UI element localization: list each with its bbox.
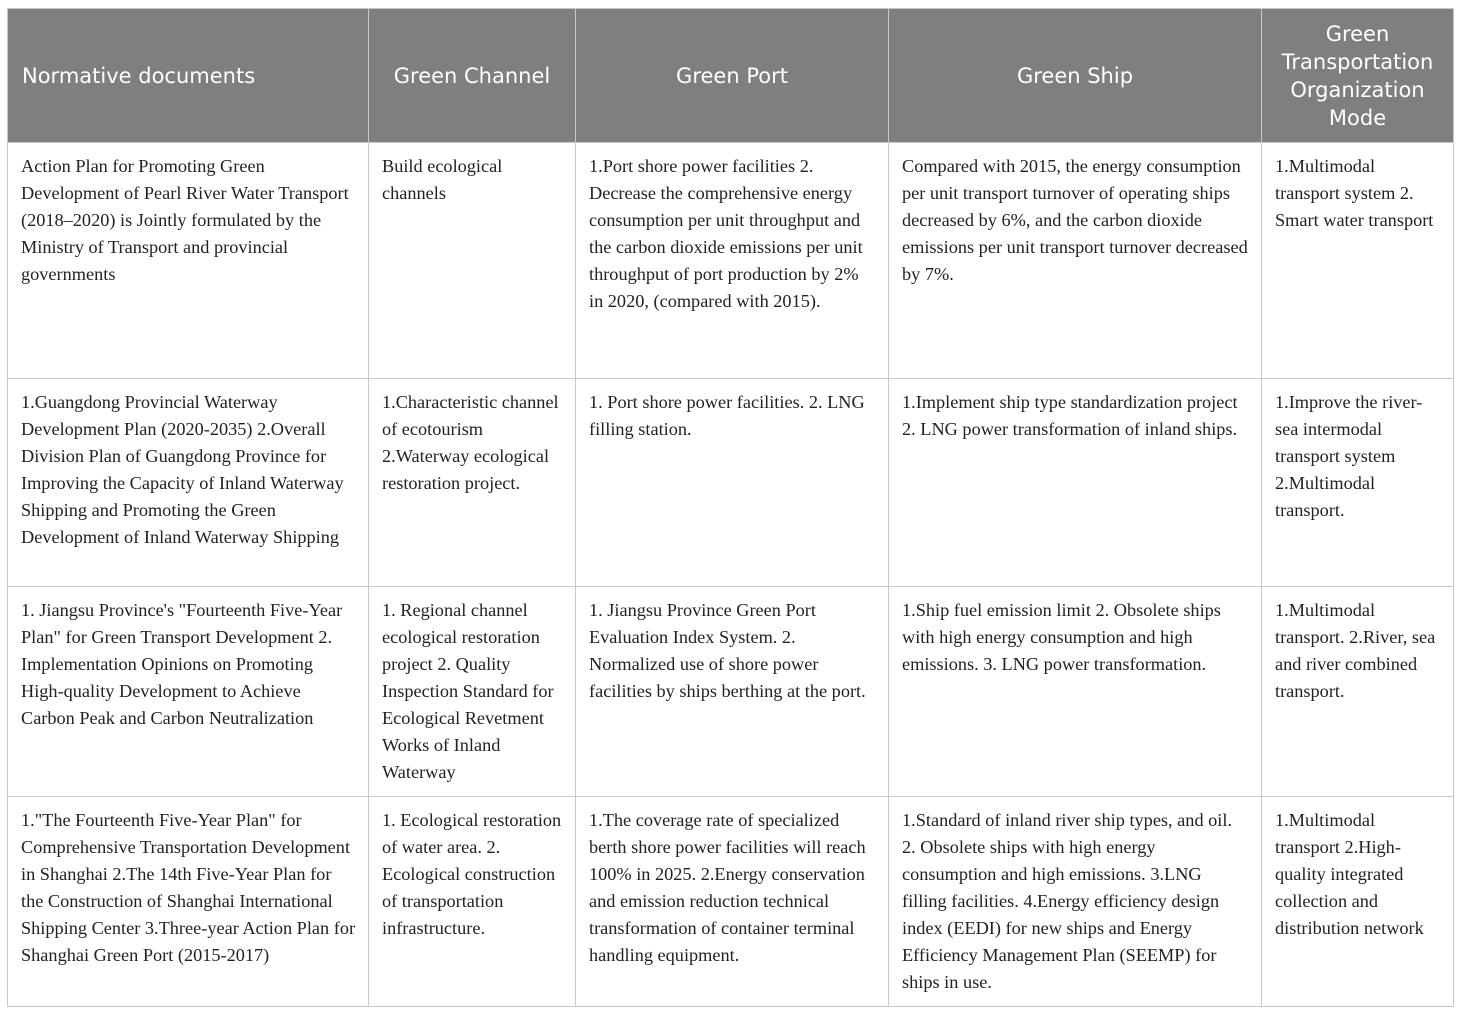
- cell-green-ship: Compared with 2015, the energy consumption per unit transport turnover of operating ships decreased by 6%, and the carbon dioxide emissions per unit transport turnover decreased by 7%.: [889, 143, 1262, 379]
- cell-green-transportation-mode: 1.Multimodal transport. 2.River, sea and river combined transport.: [1262, 587, 1454, 797]
- table-row: [8, 587, 1454, 797]
- cell-normative-documents: 1.Guangdong Provincial Waterway Development Plan (2020-2035) 2.Overall Division Plan of Guangdong Province for Improving the Capacity of Inland Waterway Shipping and Promoting the Green Development of Inland Waterway Shipping: [8, 379, 369, 587]
- cell-green-transportation-mode: 1.Multimodal transport 2.High-quality integrated collection and distribution network: [1262, 797, 1454, 1007]
- cell-normative-documents: Action Plan for Promoting Green Development of Pearl River Water Transport (2018–2020) is Jointly formulated by the Ministry of Transport and provincial governments: [8, 143, 369, 379]
- cell-green-channel: 1. Regional channel ecological restoration project 2. Quality Inspection Standard for Ecological Revetment Works of Inland Waterway: [369, 587, 576, 797]
- header-green-port: Green Port: [576, 9, 889, 143]
- cell-green-transportation-mode: 1.Improve the river-sea intermodal transport system 2.Multimodal transport.: [1262, 379, 1454, 587]
- cell-normative-documents: 1."The Fourteenth Five-Year Plan" for Comprehensive Transportation Development in Shanghai 2.The 14th Five-Year Plan for the Construction of Shanghai International Shipping Center 3.Three-year Action Plan for Shanghai Green Port (2015-2017): [8, 797, 369, 1007]
- cell-green-transportation-mode: 1.Multimodal transport system 2. Smart water transport: [1262, 143, 1454, 379]
- cell-green-port: 1.The coverage rate of specialized berth shore power facilities will reach 100% in 2025. 2.Energy conservation and emission reduction technical transformation of container terminal handling equipment.: [576, 797, 889, 1007]
- cell-green-port: 1. Jiangsu Province Green Port Evaluation Index System. 2. Normalized use of shore power facilities by ships berthing at the port.: [576, 587, 889, 797]
- table-row: [8, 797, 1454, 1007]
- cell-green-ship: 1.Implement ship type standardization project 2. LNG power transformation of inland ships.: [889, 379, 1262, 587]
- cell-green-port: 1. Port shore power facilities. 2. LNG filling station.: [576, 379, 889, 587]
- policy-table: [7, 8, 1454, 1007]
- header-green-transportation-mode: Green Transportation Organization Mode: [1262, 9, 1454, 143]
- cell-green-port: 1.Port shore power facilities 2. Decrease the comprehensive energy consumption per unit throughput and the carbon dioxide emissions per unit throughput of port production by 2% in 2020, (compared with 2015).: [576, 143, 889, 379]
- cell-green-channel: 1. Ecological restoration of water area. 2. Ecological construction of transportation infrastructure.: [369, 797, 576, 1007]
- cell-green-channel: 1.Characteristic channel of ecotourism 2.Waterway ecological restoration project.: [369, 379, 576, 587]
- cell-green-ship: 1.Ship fuel emission limit 2. Obsolete ships with high energy consumption and high emissions. 3. LNG power transformation.: [889, 587, 1262, 797]
- header-normative-documents: Normative documents: [8, 9, 369, 143]
- header-green-channel: Green Channel: [369, 9, 576, 143]
- table-row: [8, 379, 1454, 587]
- cell-normative-documents: 1. Jiangsu Province's "Fourteenth Five-Year Plan" for Green Transport Development 2. Implementation Opinions on Promoting High-quality Development to Achieve Carbon Peak and Carbon Neutralization: [8, 587, 369, 797]
- header-green-ship: Green Ship: [889, 9, 1262, 143]
- cell-green-ship: 1.Standard of inland river ship types, and oil. 2. Obsolete ships with high energy consumption and high emissions. 3.LNG filling facilities. 4.Energy efficiency design index (EEDI) for new ships and Energy Efficiency Management Plan (SEEMP) for ships in use.: [889, 797, 1262, 1007]
- header-row: [8, 9, 1454, 143]
- table-row: [8, 143, 1454, 379]
- cell-green-channel: Build ecological channels: [369, 143, 576, 379]
